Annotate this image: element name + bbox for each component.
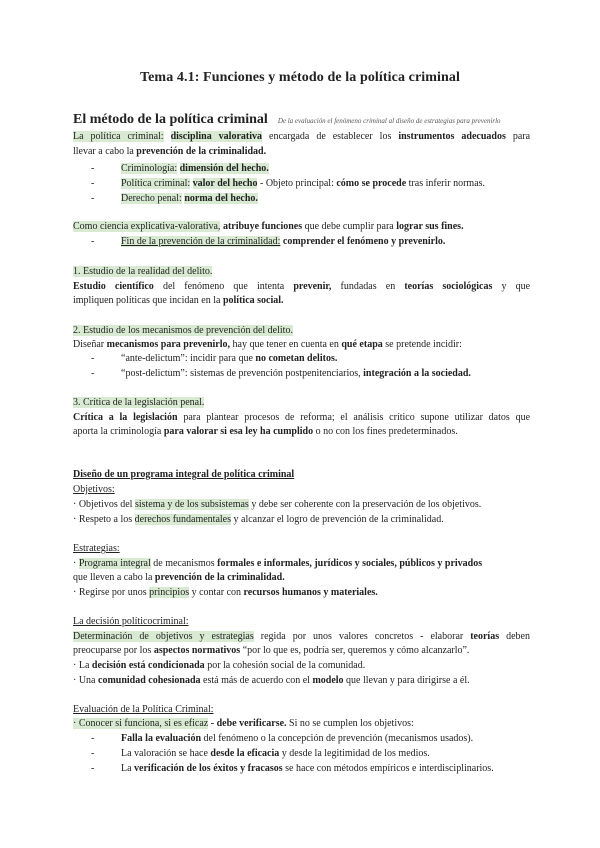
text-run: para xyxy=(512,131,531,142)
text-run: y que xyxy=(501,281,531,292)
list-item xyxy=(121,235,445,249)
text-run: cómo se procede xyxy=(336,178,407,189)
text-run: teorías sociológicas xyxy=(404,281,493,292)
dash-bullet: - xyxy=(91,236,95,247)
text-run: encargada de establecer los xyxy=(269,131,392,142)
dash-bullet: - xyxy=(91,368,95,379)
text-run: formales e informales, jurídicos y sociales, públicos y privados xyxy=(217,558,483,569)
text-run: integración a la sociedad. xyxy=(363,368,471,379)
text-run: Derecho penal: xyxy=(121,193,182,204)
subheading-estrategias xyxy=(73,542,530,556)
text-run: · Objetivos del xyxy=(73,499,133,510)
list-item xyxy=(121,352,337,366)
dash-bullet: - xyxy=(91,163,95,174)
text-run: Crítica a la legislación xyxy=(73,412,178,423)
text-run: prevención de la criminalidad. xyxy=(136,146,267,157)
text-run: atribuye funciones xyxy=(222,221,303,232)
text-run: principios xyxy=(149,587,190,598)
text-run: no cometan delitos. xyxy=(255,353,338,364)
text-run: recursos humanos y materiales. xyxy=(243,587,378,598)
text-run: comprender el fenómeno y prevenirlo. xyxy=(282,236,446,247)
text-run: Estudio científico xyxy=(73,281,154,292)
text-run: sistema y de los subsistemas xyxy=(134,499,249,510)
text-run: - Objeto principal: xyxy=(259,178,334,189)
text-run: disciplina valorativa xyxy=(170,131,263,142)
text-run: del fenómeno o la concepción de prevención (mecanismos usados). xyxy=(203,733,474,744)
text-run: teorías xyxy=(470,631,500,642)
text-run: La xyxy=(121,763,132,774)
text-run: Evaluación de la Política Criminal: xyxy=(73,704,214,715)
paragraph-line xyxy=(73,425,530,439)
text-run: “ante-delictum”: incidir para que xyxy=(121,353,253,364)
text-run: La política criminal: xyxy=(73,131,164,142)
text-run: por la cohesión social de la comunidad. xyxy=(207,660,366,671)
text-run: · Una xyxy=(73,675,96,686)
paragraph-line xyxy=(73,659,530,673)
text-run: que debe cumplir para xyxy=(304,221,394,232)
paragraph-line xyxy=(73,294,530,308)
text-run: y desde la legitimidad de los medios. xyxy=(281,748,430,759)
section-heading-decision xyxy=(73,615,530,629)
text-run: derechos fundamentales xyxy=(134,514,232,525)
text-run: 3. Crítica de la legislación penal. xyxy=(73,397,205,408)
text-run: · Regirse por unos xyxy=(73,587,147,598)
paragraph-line xyxy=(73,130,530,144)
text-run: · Conocer si funciona, si es eficaz xyxy=(73,718,209,729)
text-run: decisión está condicionada xyxy=(91,660,205,671)
text-run: hay que tener en cuenta en xyxy=(232,339,339,350)
text-run: está más de acuerdo con el xyxy=(203,675,310,686)
text-run: prevención de la criminalidad. xyxy=(154,572,285,583)
heading-text: El método de la política criminal xyxy=(73,112,268,127)
paragraph-line xyxy=(73,557,530,571)
paragraph-line xyxy=(73,220,530,234)
text-run: La valoración se hace xyxy=(121,748,208,759)
section-heading-metodo xyxy=(73,112,501,128)
text-run: modelo xyxy=(312,675,344,686)
text-run: y contar con xyxy=(191,587,242,598)
paragraph-line xyxy=(73,145,530,159)
text-run: regida por unos valores concretos - elaborar xyxy=(260,631,464,642)
list-item xyxy=(121,367,471,381)
dash-bullet: - xyxy=(91,193,95,204)
paragraph-line xyxy=(73,586,530,600)
text-run: deben xyxy=(506,631,530,642)
list-item xyxy=(121,162,269,176)
paragraph-line xyxy=(73,411,530,425)
section-heading-programa xyxy=(73,468,530,482)
dash-bullet: - xyxy=(91,353,95,364)
paragraph-line xyxy=(73,280,530,294)
text-run: 1. Estudio de la realidad del delito. xyxy=(73,266,213,277)
list-item xyxy=(121,177,485,191)
section-heading-estudio-3 xyxy=(73,396,530,410)
text-run: qué etapa xyxy=(341,339,383,350)
text-run: para valorar si esa ley ha cumplido xyxy=(163,426,314,437)
text-run: política social. xyxy=(222,295,284,306)
paragraph-line xyxy=(73,717,530,731)
text-run: comunidad cohesionada xyxy=(98,675,201,686)
text-run: · La xyxy=(73,660,90,671)
text-run: aporta la criminología xyxy=(73,426,162,437)
text-run: preocuparse por los xyxy=(73,645,152,656)
paragraph-line xyxy=(73,674,530,688)
text-run: Fin de la prevención de la criminalidad: xyxy=(121,236,281,247)
dash-bullet: - xyxy=(91,178,95,189)
dash-bullet: - xyxy=(91,748,95,759)
text-run: 2. Estudio de los mecanismos de prevención del delito. xyxy=(73,325,293,336)
text-run: valor del hecho xyxy=(192,178,258,189)
text-run: Política criminal: xyxy=(121,178,191,189)
text-run: tras inferir normas. xyxy=(408,178,486,189)
heading-subnote: De la evaluación el fenómeno criminal al diseño de estrategias para prevenirlo xyxy=(277,117,501,125)
text-run: - debe verificarse. xyxy=(210,718,287,729)
text-run: Falla la evaluación xyxy=(121,733,201,744)
list-item xyxy=(121,762,494,776)
text-run: “post-delictum”: sistemas de prevención postpenitenciarios, xyxy=(121,368,361,379)
text-run: Objetivos: xyxy=(73,484,115,495)
text-run: · Respeto a los xyxy=(73,514,133,525)
text-run: aspectos normativos xyxy=(153,645,241,656)
dash-bullet: - xyxy=(91,763,95,774)
text-run: Determinación de objetivos y estrategias xyxy=(73,631,254,642)
text-run: verificación de los éxitos y fracasos xyxy=(134,763,283,774)
text-run: que llevan y para dirigirse a él. xyxy=(346,675,470,686)
section-heading-evaluacion xyxy=(73,703,530,717)
text-run: instrumentos adecuados xyxy=(398,131,506,142)
text-run: Programa integral xyxy=(78,558,151,569)
page-title: Tema 4.1: Funciones y método de la política criminal xyxy=(139,70,461,85)
text-run: lograr sus fines. xyxy=(396,221,464,232)
text-run: mecanismos para prevenirlo, xyxy=(106,339,231,350)
text-run: que lleven a cabo la xyxy=(73,572,153,583)
text-run: Criminología: xyxy=(121,163,178,174)
text-run: y debe ser coherente con la preservación de los objetivos. xyxy=(251,499,482,510)
text-run: se pretende incidir: xyxy=(385,339,462,350)
text-run: · xyxy=(73,558,77,569)
list-item xyxy=(121,192,258,206)
list-item xyxy=(121,747,430,761)
text-run: Como ciencia explicativa-valorativa, xyxy=(73,221,221,232)
paragraph-line xyxy=(73,338,530,352)
section-heading-estudio-2 xyxy=(73,324,530,338)
text-run: norma del hecho. xyxy=(184,193,258,204)
paragraph-line xyxy=(73,498,530,512)
text-run: Diseñar xyxy=(73,339,105,350)
text-run: se hace con métodos empíricos e interdisciplinarios. xyxy=(285,763,494,774)
text-run: del fenómeno que intenta xyxy=(162,281,285,292)
text-run: llevar a cabo la xyxy=(73,146,134,157)
list-item xyxy=(121,732,473,746)
text-run: o no con los fines predeterminados. xyxy=(315,426,458,437)
subheading-objetivos xyxy=(73,483,530,497)
paragraph-line xyxy=(73,644,530,658)
text-run: de mecanismos xyxy=(153,558,215,569)
text-run: Estrategias: xyxy=(73,543,120,554)
text-run: dimensión del hecho. xyxy=(179,163,269,174)
text-run: para plantear procesos de reforma; el análisis crítico supone utilizar datos que xyxy=(183,412,531,423)
text-run: “por lo que es, podría ser, queremos y cómo alcanzarlo”. xyxy=(242,645,470,656)
text-run: Diseño de un programa integral de política criminal xyxy=(73,469,295,480)
text-run: y alcanzar el logro de prevención de la criminalidad. xyxy=(233,514,444,525)
section-heading-estudio-1 xyxy=(73,265,530,279)
paragraph-line xyxy=(73,513,530,527)
paragraph-line xyxy=(73,630,530,644)
text-run: impliquen políticas que incidan en la xyxy=(73,295,221,306)
paragraph-line xyxy=(73,571,530,585)
text-run: La decisión políticocriminal: xyxy=(73,616,189,627)
text-run: desde la eficacia xyxy=(210,748,280,759)
dash-bullet: - xyxy=(91,733,95,744)
text-run: prevenir, xyxy=(293,281,332,292)
text-run: Si no se cumplen los objetivos: xyxy=(289,718,414,729)
text-run: fundadas en xyxy=(340,281,396,292)
